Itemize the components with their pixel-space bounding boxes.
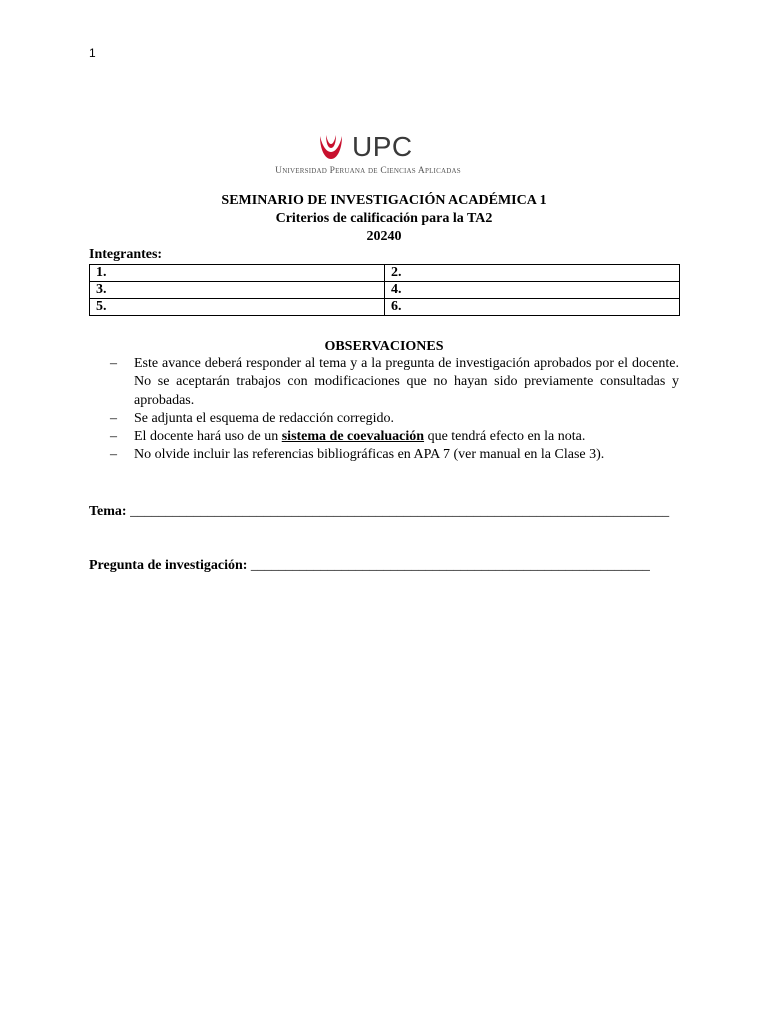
table-row	[90, 265, 680, 282]
pregunta-blank[interactable]: _________________________________________________________	[250, 558, 650, 573]
observation-text: No olvide incluir las referencias bibliográficas en APA 7 (ver manual en la Clase 3).	[134, 447, 605, 463]
list-item	[89, 428, 679, 446]
dash-bullet: –	[110, 410, 117, 426]
members-table	[89, 264, 680, 316]
logo-text: UPC	[352, 131, 413, 162]
table-row	[90, 282, 680, 299]
member-cell[interactable]: 2.	[385, 265, 680, 282]
list-item	[89, 355, 679, 410]
observation-text-before: El docente hará uso de un	[134, 429, 282, 445]
document-header	[89, 192, 679, 246]
member-cell[interactable]: 5.	[90, 299, 385, 316]
table-row	[90, 299, 680, 316]
member-cell[interactable]: 4.	[385, 282, 680, 299]
coevaluation-emphasis: sistema de coevaluación	[281, 429, 425, 445]
logo-subtitle: Universidad Peruana de Ciencias Aplicadas	[275, 166, 461, 176]
list-item	[89, 446, 679, 464]
tema-field	[89, 503, 669, 521]
observation-text: Se adjunta el esquema de redacción corregido.	[134, 410, 395, 426]
member-cell[interactable]: 3.	[90, 282, 385, 299]
upc-emblem-icon	[316, 132, 346, 162]
integrantes-label: Integrantes:	[89, 247, 163, 262]
pregunta-label: Pregunta de investigación:	[89, 558, 248, 573]
dash-bullet: –	[110, 429, 117, 445]
dash-bullet: –	[110, 447, 117, 463]
observaciones-list	[89, 355, 679, 465]
tema-blank[interactable]: _____________________________________________________________________________	[130, 504, 670, 519]
observation-text: Este avance deberá responder al tema y a la pregunta de investigación aprobados por el docente. No se aceptarán trabajos con modificaciones que no hayan sido previamente consultadas y aprobadas.	[134, 356, 679, 408]
term-code: 20240	[366, 229, 402, 244]
dash-bullet: –	[110, 356, 117, 371]
page-number: 1	[89, 46, 96, 60]
tema-label: Tema:	[89, 504, 127, 519]
list-item	[89, 410, 679, 428]
member-cell[interactable]: 6.	[385, 299, 680, 316]
observaciones-title: OBSERVACIONES	[324, 339, 444, 354]
pregunta-field	[89, 557, 650, 575]
member-cell[interactable]: 1.	[90, 265, 385, 282]
observation-text-after: que tendrá efecto en la nota.	[424, 429, 586, 445]
course-title: SEMINARIO DE INVESTIGACIÓN ACADÉMICA 1	[221, 193, 547, 208]
document-subtitle: Criterios de calificación para la TA2	[275, 211, 493, 226]
upc-logo	[258, 130, 478, 180]
